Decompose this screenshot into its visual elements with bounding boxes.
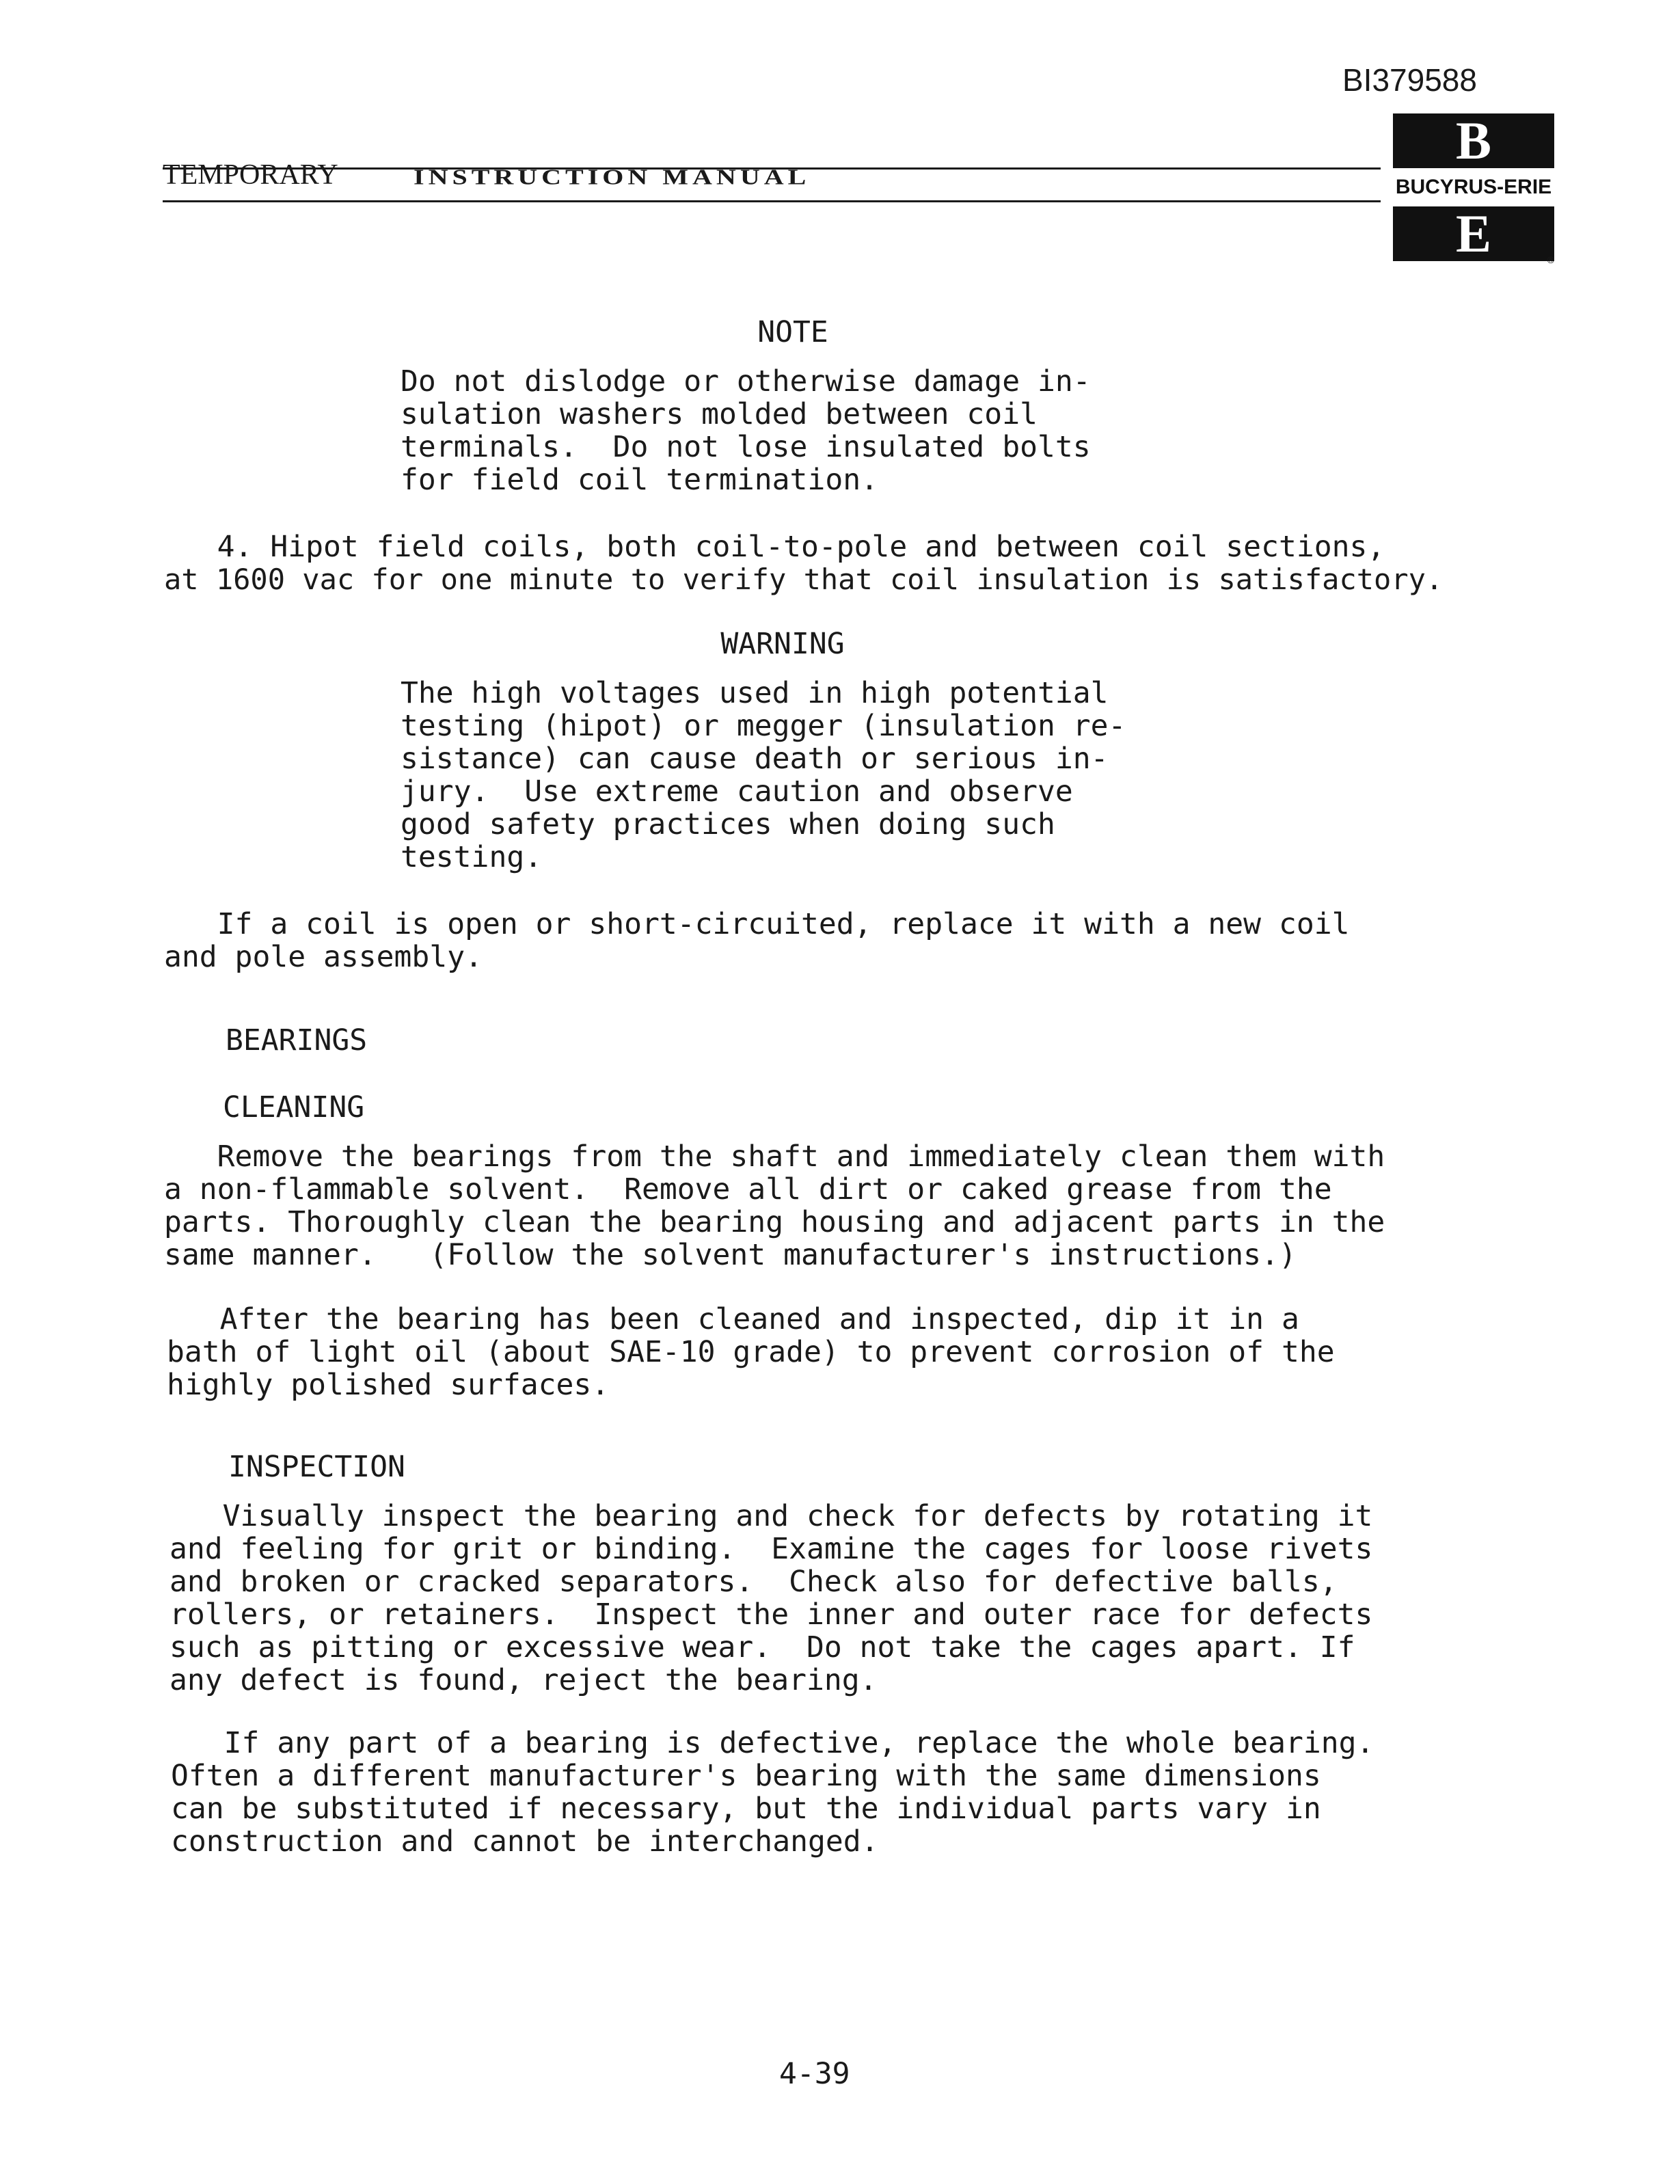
logo-company-name: BUCYRUS-ERIE <box>1395 176 1552 198</box>
paragraph-line: highly polished surfaces. <box>167 1368 610 1402</box>
warning-line: jury. Use extreme caution and observe <box>401 774 1073 809</box>
paragraph-line: construction and cannot be interchanged. <box>171 1824 879 1859</box>
header-rule-lower <box>163 200 1381 202</box>
inspection-paragraph-2 <box>171 1727 1374 1858</box>
paragraph-line: Remove the bearings from the shaft and immediately clean them with <box>164 1140 1385 1174</box>
logo-bottom-block <box>1393 206 1554 261</box>
warning-body <box>401 677 1126 874</box>
paragraph-line: at 1600 vac for one minute to verify that coil insulation is satisfactory. <box>164 563 1444 596</box>
paragraph-line: If a coil is open or short-circuited, replace it with a new coil <box>164 907 1350 941</box>
paragraph-line: Often a different manufacturer's bearing with the same dimensions <box>171 1759 1321 1793</box>
paragraph-line: same manner. (Follow the solvent manufacturer's instructions.) <box>164 1238 1297 1272</box>
paragraph-line: 4. Hipot field coils, both coil-to-pole and between coil sections, <box>164 530 1385 564</box>
paragraph-line: Visually inspect the bearing and check for defects by rotating it <box>170 1499 1373 1533</box>
paragraph-line: such as pitting or excessive wear. Do not take the cages apart. If <box>170 1630 1355 1664</box>
paragraph-line: and broken or cracked separators. Check also for defective balls, <box>170 1565 1338 1599</box>
note-line: terminals. Do not lose insulated bolts <box>401 430 1091 464</box>
step-4-paragraph <box>164 530 1443 596</box>
inspection-heading: INSPECTION <box>228 1450 405 1484</box>
logo-b-letter: B <box>1455 111 1492 170</box>
paragraph-line: any defect is found, reject the bearing. <box>170 1663 878 1697</box>
paragraph-line: parts. Thoroughly clean the bearing housing and adjacent parts in the <box>164 1205 1385 1239</box>
warning-line: The high voltages used in high potential <box>401 676 1109 710</box>
warning-line: testing. <box>401 840 543 874</box>
page-number: 4-39 <box>779 2057 850 2091</box>
temporary-label: TEMPORARY <box>163 159 338 191</box>
manual-title: INSTRUCTION MANUAL <box>414 164 811 189</box>
paragraph-line: After the bearing has been cleaned and inspected, dip it in a <box>167 1302 1299 1336</box>
cleaning-paragraph-2 <box>167 1303 1335 1401</box>
logo-top-block <box>1393 113 1554 168</box>
note-line: Do not dislodge or otherwise damage in- <box>401 364 1091 399</box>
cleaning-heading: CLEANING <box>223 1090 365 1124</box>
paragraph-line: a non-flammable solvent. Remove all dirt or caked grease from the <box>164 1172 1332 1206</box>
paragraph-line: and feeling for grit or binding. Examine the cages for loose rivets <box>170 1532 1373 1566</box>
paragraph-line: can be substituted if necessary, but the individual parts vary in <box>171 1792 1321 1826</box>
warning-title: WARNING <box>720 627 845 661</box>
note-title: NOTE <box>757 315 828 349</box>
cleaning-paragraph-1 <box>164 1140 1385 1271</box>
note-line: sulation washers molded between coil <box>401 397 1038 431</box>
registered-mark: ® <box>1547 254 1554 265</box>
paragraph-line: rollers, or retainers. Inspect the inner and outer race for defects <box>170 1597 1373 1632</box>
note-body <box>401 365 1091 496</box>
warning-line: testing (hipot) or megger (insulation re- <box>401 709 1126 743</box>
bearings-heading: BEARINGS <box>226 1023 368 1057</box>
warning-line: sistance) can cause death or serious in- <box>401 742 1109 776</box>
paragraph-line: bath of light oil (about SAE-10 grade) to prevent corrosion of the <box>167 1335 1335 1369</box>
document-id: BI379588 <box>1342 62 1477 98</box>
logo-e-letter: E <box>1455 204 1492 263</box>
coil-replace-paragraph <box>164 908 1350 973</box>
inspection-paragraph-1 <box>170 1500 1372 1697</box>
paragraph-line: If any part of a bearing is defective, replace the whole bearing. <box>171 1726 1374 1760</box>
note-line: for field coil termination. <box>401 463 878 497</box>
bucyrus-erie-logo <box>1393 113 1554 264</box>
warning-line: good safety practices when doing such <box>401 807 1055 841</box>
paragraph-line: and pole assembly. <box>164 940 483 974</box>
